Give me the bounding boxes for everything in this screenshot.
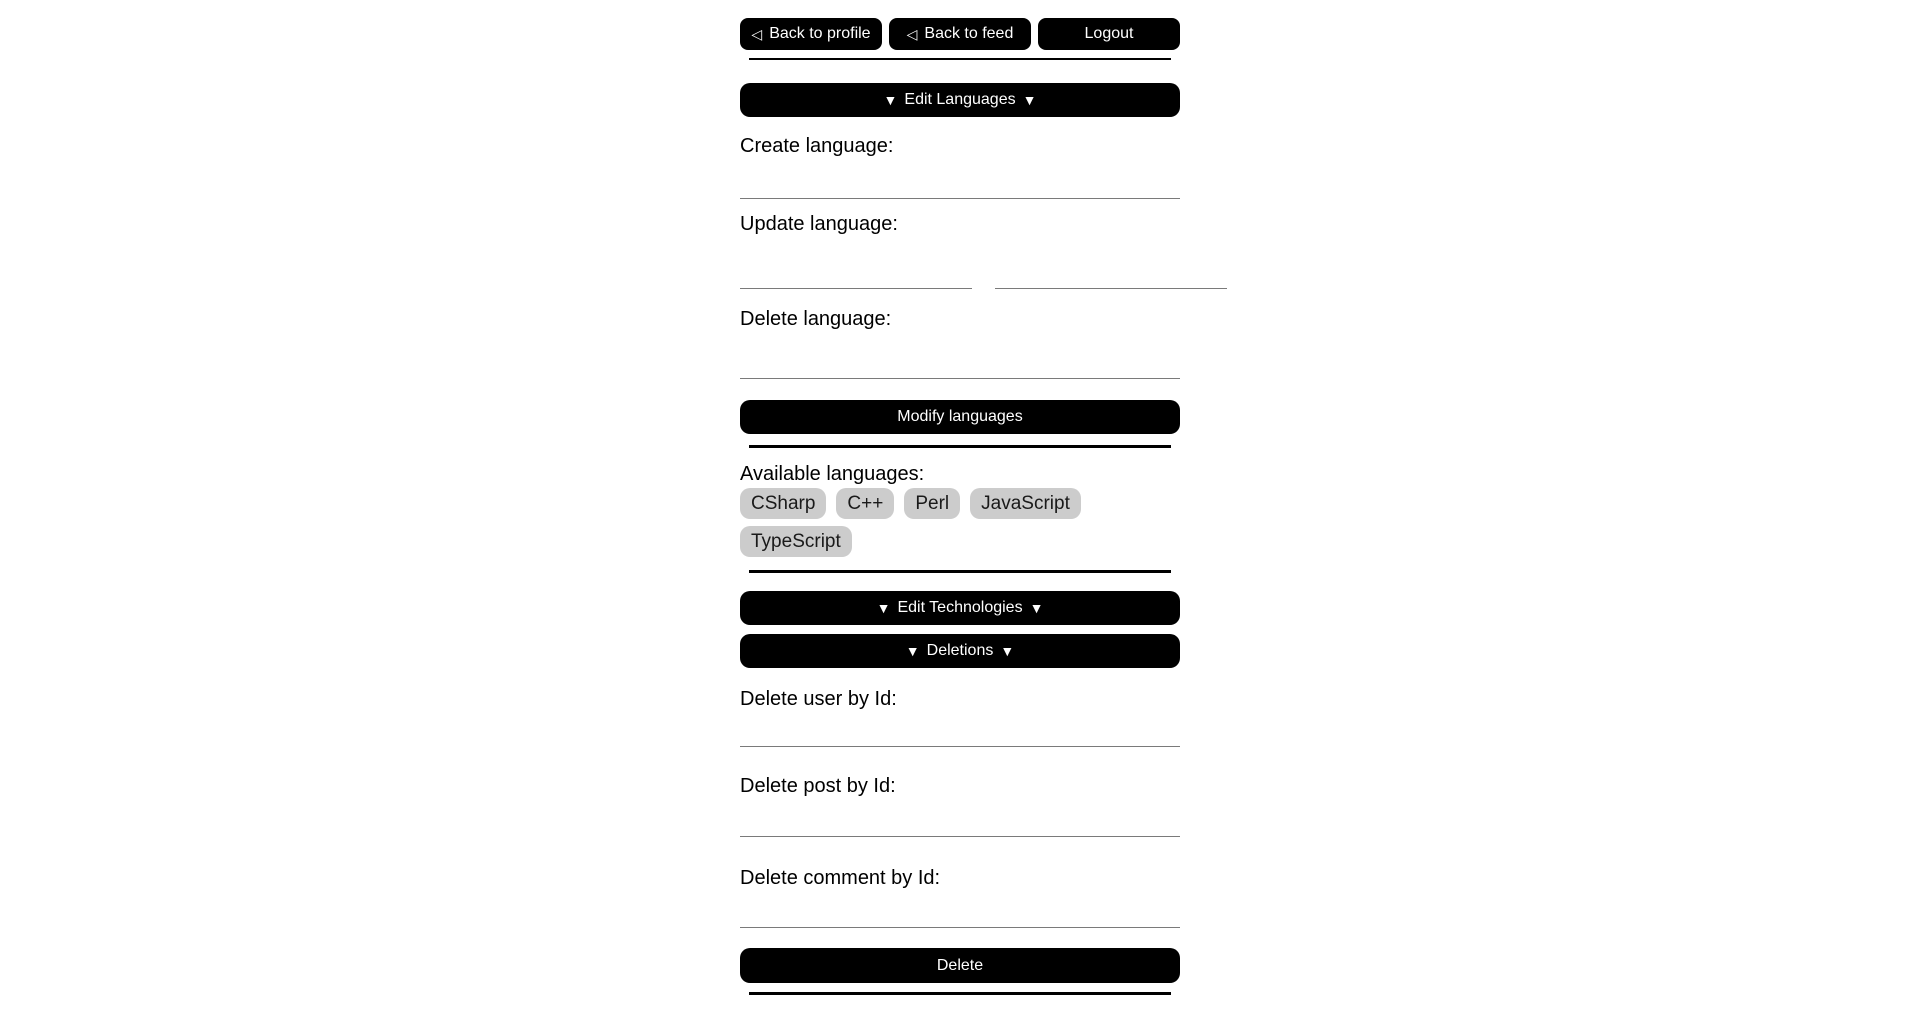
- delete-post-id-input[interactable]: [740, 798, 1180, 837]
- language-tag: CSharp: [740, 488, 826, 519]
- delete-comment-id-label: Delete comment by Id:: [740, 867, 941, 889]
- caret-down-icon: ▼: [876, 600, 891, 616]
- edit-languages-toggle-label: Edit Languages: [904, 91, 1016, 108]
- logout-button[interactable]: [1038, 18, 1180, 50]
- back-to-profile-label: Back to profile: [769, 25, 871, 42]
- delete-post-id-label: Delete post by Id:: [740, 775, 896, 797]
- caret-down-icon: ▼: [1022, 92, 1037, 108]
- language-tag: JavaScript: [970, 488, 1081, 519]
- language-tag: Perl: [904, 488, 960, 519]
- delete-language-label: Delete language:: [740, 308, 892, 330]
- back-to-feed-button[interactable]: [889, 18, 1031, 50]
- delete-user-id-input[interactable]: [740, 711, 1180, 747]
- back-triangle-icon: ◁: [751, 25, 763, 42]
- delete-comment-id-input[interactable]: [740, 890, 1180, 928]
- delete-user-id-label: Delete user by Id:: [740, 688, 897, 710]
- available-languages-list: [740, 488, 1180, 557]
- create-language-input[interactable]: [740, 158, 1180, 199]
- admin-panel-column: [740, 0, 1180, 995]
- caret-down-icon: ▼: [1029, 600, 1044, 616]
- delete-language-input[interactable]: [740, 331, 1180, 379]
- caret-down-icon: ▼: [1000, 643, 1015, 659]
- edit-technologies-toggle[interactable]: [740, 591, 1180, 625]
- update-language-old-input[interactable]: [740, 236, 972, 289]
- logout-label: Logout: [1084, 25, 1134, 42]
- back-to-profile-button[interactable]: [740, 18, 882, 50]
- nav-divider: [749, 58, 1171, 60]
- update-language-new-input[interactable]: [995, 236, 1227, 289]
- section-divider: [749, 570, 1171, 573]
- modify-languages-label: Modify languages: [897, 408, 1023, 425]
- back-to-feed-label: Back to feed: [924, 25, 1014, 42]
- update-language-label: Update language:: [740, 213, 898, 235]
- edit-technologies-toggle-label: Edit Technologies: [897, 599, 1023, 616]
- language-tag: TypeScript: [740, 526, 852, 557]
- language-tag: C++: [836, 488, 894, 519]
- available-languages-label: Available languages:: [740, 463, 925, 485]
- deletions-toggle[interactable]: [740, 634, 1180, 668]
- section-divider: [749, 992, 1171, 995]
- section-divider: [749, 445, 1171, 448]
- create-language-label: Create language:: [740, 135, 894, 157]
- caret-down-icon: ▼: [883, 92, 898, 108]
- deletions-toggle-label: Deletions: [926, 642, 994, 659]
- back-triangle-icon: ◁: [906, 25, 918, 42]
- modify-languages-button[interactable]: [740, 400, 1180, 434]
- top-nav: [740, 18, 1180, 50]
- delete-button[interactable]: [740, 948, 1180, 983]
- delete-button-label: Delete: [936, 956, 984, 974]
- update-language-inputs: [740, 236, 1180, 289]
- caret-down-icon: ▼: [905, 643, 920, 659]
- edit-languages-toggle[interactable]: [740, 83, 1180, 117]
